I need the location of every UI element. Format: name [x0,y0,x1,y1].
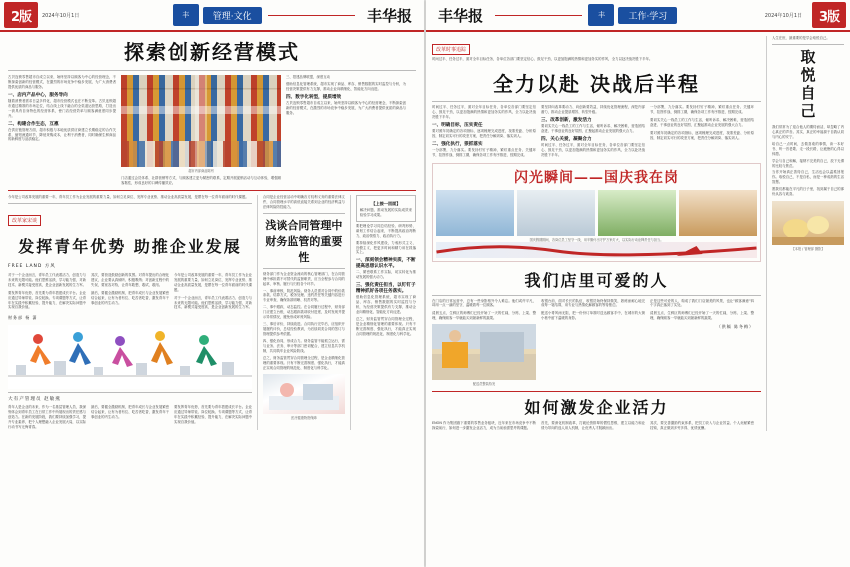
rl-h1: 一、明确目标，压实责任 [432,122,483,128]
left-rail-h1: 一、深刻领会精神实质，不断提高思想认识水平。 [355,258,416,270]
rl-p8: 要对照年初确定的各项指标，逐项梳理完成进度，找准差距、分析原因，制定切实可行的攻坚方案，把责任分解到岗、落实到人。 [650,130,754,140]
left-rail-p3: 二、紧密联系工作实际，切实转化为推动发展的强大动力。 [355,270,416,280]
flash-photo-1 [436,190,514,236]
masthead-left [0,0,424,32]
rr-p2: 给自己一点时间，去做喜欢的事情，读一本好书、听一首老歌、走一段长路，让疲惫的心得以休憩。 [772,141,844,156]
mid-para-0: 合同是企业经营活动中明确各方权利义务的重要法律文件，合同管理水平的高低直接关系到企业的经济利益与法律风险防控能力。 [262,194,345,209]
newspaper-logo-left: 丰 [173,4,199,26]
right-lead-col-2 [541,105,645,158]
lead-section-body-1: 随着消费者需求日益多样化，超市经营模式也在不断变革。古贝连锁超市通过精准的市场定位，结合线上线下融合的全渠道运营思路，打造出一套具有自身特色的经营体系，使门店经营效率与顾客满意度同步提升。 [8,98,116,118]
rl-p1: 要对照年初确定的各项指标，逐项梳理完成进度，找准差距、分析原因，制定切实可行的攻坚方案，把责任分解到岗、落实到人。 [432,128,536,138]
sp-col-1 [432,299,536,387]
left-rail-title: 【上接一回面】 [371,200,401,206]
sp-signature: （供稿 陈冬梅） [716,324,754,330]
right-lead-col-1 [432,105,536,158]
rl-h2: 二、强化执行，狠抓落实 [432,141,483,147]
lead-headline-left: 探索创新经营模式 [124,40,300,64]
flash-caption: 国庆假期期间，各岗位员工坚守一线，用辛勤付出守护万家灯火，以实际行动诠释责任与担当。 [529,237,664,242]
rr-caption: 【本报 / 管理部 摄影】 [791,247,825,252]
right-upper-region [426,32,850,431]
lead-section-body-4: 借助信息化管理系统，超市实现了商品、库存、销售数据的实时监控与分析，为经营决策提供有力支撑，推动企业向精细化、智能化方向迈进。 [286,81,406,91]
left-rail-p2: 要持续深化作风建设，力戒形式主义、官僚主义，把更多时间和精力用在抓落实上。 [355,240,416,255]
sp-p3: 配送小哥风雨无阻，把一份份订单准时送达顾客手中，在城市的大街小巷中留下温暖的身影。 [541,311,645,321]
flash-headline: 闪光瞬间——国庆我在岗 [514,169,679,186]
flash-photo-3 [598,190,676,236]
lead-col-1 [8,75,116,186]
newspaper-name-right: 丰华报 [438,6,484,25]
feature-para-4: 最后，要健全激励机制，把青年成长与企业发展紧密结合起来，让有为者有位、吃苦者吃香，激发青年干事创业的内生动力。 [91,290,169,305]
mid-para-6: 总之，财务监管贯穿合同管理全过程，是企业精细化管理的重要体现。只有不断完善制度、强化执行，才能真正实现合同管理的规范化、制度化与科学化。 [262,355,345,370]
feature-col-1 [8,273,86,322]
masthead-date-right: 2024年10月1日 [764,12,803,19]
sp-p1: 清晨五点，生鲜区的师傅们已经开始了一天的忙碌，分拣、上架、整理，确保顾客一早就能买到最新鲜的蔬果。 [432,311,536,321]
rr-photo [772,201,844,245]
store-people-headline: 我们店里可爱的人 [524,270,669,290]
vt-p1: 首先，要深化机制改革，打破论资排辈的惯性思维，建立以能力和业绩为导向的选人用人机制，让优秀人才脱颖而出。 [541,421,645,431]
mid-column [263,195,345,430]
mid-para-3: 二、事中跟踪，动态监控。在合同履行过程中，财务部门应建立台账，动态跟踪款项收付进度，及时发现并提示异常情况，避免形成坏账风险。 [262,305,345,320]
feature-col-3 [174,273,252,322]
rl-p6: 一分部署，九分落实。要发扬钉钉子精神，紧盯重点任务、关键环节，挂图作战、倒排工期，确保各项工作有序推进、按期完成。 [650,104,754,114]
feature-kicker: 今年是公司改革发展的重要一年，青年员工作为企业发展的重要力量，如何立足岗位、发挥专业优势、推动企业高质量发展，是摆在每一位青年面前的时代课题。 [8,194,249,199]
left-rail [356,195,416,430]
lead-photo-caption: 超市内部商品陈列 [188,169,214,173]
mid-para-1: 财务部门作为企业资金流动的核心管理部门，在合同管理中承担着不可替代的监督职责，应当全程参与合同的起草、审核、履行与归档各个环节。 [262,271,345,286]
ribbon-svg [436,242,757,258]
right-lead-col-3 [650,105,754,158]
section-label-left: 管理·文化 [203,7,262,24]
flash-photo-strip [436,190,757,236]
lead-section-title-3: 三、搭建品牌联盟，深度互动 [286,75,331,79]
vt-p0: ENON 作为集团旗下重要的零售业务板块，近年来在市场竞争中不断探索前行，如何进一步激发企业活力，成为当前亟需思考的课题。 [432,421,536,431]
right-lead-headline: 全力以赴 决战后半程 [493,71,700,96]
feature-para-1: 对于一个企业而言，青年员工代表着活力、创造力与未来的无限可能。他们思维活跃、学习能力强，对新技术、新模式接受度高，是企业创新发展的生力军。 [8,272,86,287]
rr-p1: 我们常常为了迎合他人的期待而活，却忽略了内心真正的声音。其实，真正的幸福源于自我认同与内心的安宁。 [772,124,844,139]
runners-svg [8,325,252,389]
rl-p0: 时间过半、任务过半，面对全年目标任务，各单位各部门要坚定信心、鼓足干劲，以更加饱满的热情和更加务实的作风，全力以赴决战决胜下半年。 [432,104,536,119]
right-rail-headline: 取悦自己 [798,48,817,121]
masthead-date-left: 2024年10月1日 [42,12,80,19]
left-rail-p1: 要把理论学习同总结经验、研判形势、谋划工作结合起来，不断提高政治判断力、政治领悟力、政治执行力。 [355,223,416,238]
flash-feature [432,163,761,262]
feature-para-6: 对于一个企业而言，青年员工代表着活力、创造力与未来的无限可能。他们思维活跃、学习能力强，对新技术、新模式接受度高，是企业创新发展的生力军。 [174,295,252,310]
page-left [0,0,424,567]
feature-para-5: 今年是公司改革发展的重要一年，青年员工作为企业发展的重要力量，如何立足岗位、发挥专业优势、推动企业高质量发展，是摆在每一位青年面前的时代课题。 [174,272,252,292]
rl-h3: 三、改革创新，激发活力 [541,117,592,123]
sp-p4: 正是这些可爱的人，构成了我们门店最美的风景，也让"顾客满意"四个字真正落到了实处。 [650,298,754,308]
mid-para-2: 一、事前审核，防范风险。财务人员需对合同中的价款条款、结算方式、税务处理、违约责任等关键内容进行专业审查，确保条款明晰、权责对等。 [262,288,345,303]
lead-section-body-3: 门店通过会员体系、社群营销等方式，与顾客建立更为紧密的联系，定期开展促销活动与互动体验，增强顾客黏性，形成良好的口碑传播效应。 [121,176,281,185]
sp-photo-caption: 配送员整装待发 [472,382,496,387]
feature-sub-byline: 财务部 杨 潇 [8,315,38,321]
lead-article-left [0,32,424,186]
sp-p5: 清晨五点，生鲜区的师傅们已经开始了一天的忙碌，分拣、上架、整理，确保顾客一早就能买到最新鲜的蔬果。 [650,311,754,321]
lead-col-3 [286,75,406,186]
rl-p3: 要坚持向改革要动力、向创新要效益，持续优化管理流程，深挖内部潜力，推动企业提质增效、转型升级。 [541,104,645,114]
left-rail-p0: 解决问题、推动发展的实际成效来检验学习成果。 [359,207,412,217]
feature2-col-3: 要发挥青年优势，首先要为青年搭建成长平台。企业应通过导师带徒、岗位轮换、专项课题等方式，让青年在实践中积累经验、提升能力，在解决实际问题中实现自我价值。 [174,405,252,425]
sp-photo [432,324,536,380]
feature-sub-heading-2: 大有产管理员 赵敏燕 [8,397,61,403]
feature-para-3: 其次，要营造鼓励创新的氛围。对青年提出的合理化建议，企业要认真倾听、积极吸纳；对创新过程中的失误，要宽容对待，让青年敢想、敢试、敢闯。 [91,272,169,287]
lead-photo-wrap [121,75,281,186]
right-main [432,36,761,431]
lead-section-title-1: 一、店内产品中心，服务导向 [8,92,68,98]
feature-col-2 [91,273,169,322]
lead-photo [121,75,281,167]
feature-headline: 发挥青年优势 助推企业发展 [18,236,242,256]
feature-tag: 改革家宋谈 [8,215,41,226]
right-lead-tag: 改革时事追踪 [432,44,470,55]
lead-section-body-2: 在供应链管理方面，超市积极与本地优质供应商建立长期稳定的合作关系，缩短流通环节，降低采购成本，让利于消费者，同时确保生鲜商品的新鲜度与品质稳定。 [8,127,116,142]
rl-h4: 四、关心关爱，凝聚合力 [541,136,592,142]
flash-photo-2 [517,190,595,236]
sp-p2: 收银台前，面对长长的队伍，收银员始终保持微笑，熟练而耐心地完成每一笔结算，用专业与热情化解顾客的等待焦虑。 [541,298,645,308]
sp-col-2 [541,299,645,387]
rl-p2: 一分部署，九分落实。要发扬钉钉子精神，紧盯重点任务、关键环节，挂图作战、倒排工期，确保各项工作有序推进、按期完成。 [432,147,536,157]
lead-extra-body: 古贝连锁零售超市自成立以来，始终坚持以顾客为中心的经营理念，不断探索创新的经营模式，在激烈的市场竞争中稳步发展，为广大消费者提供优质的商品与服务。 [286,100,406,115]
sp-p0: 在门店的日常运营中，总有一些身影格外令人难忘。他们或许平凡，却用一点一滴的坚守，温暖着每一位顾客。 [432,298,536,308]
page-number-right: 3版 [812,2,846,28]
sp-col-3 [650,299,754,387]
mid-para-4: 三、事后评价，持续改进。合同执行完毕后，应组织开展履约评价，总结经验教训，为后续同类合同的签订与管理提供参考依据。 [262,322,345,336]
left-rail-p5: 总之，财务监管贯穿合同管理全过程，是企业精细化管理的重要体现。只有不断完善制度、强化执行，才能真正实现合同管理的规范化、制度化与科学化。 [355,317,416,336]
runners-illustration [8,325,252,389]
right-rail [772,36,844,431]
mid-photo-caption: 医疗健康物资保障 [291,415,317,420]
flash-ribbon [436,242,757,258]
feature2-col-2: 最后，要健全激励机制，把青年成长与企业发展紧密结合起来，让有为者有位、吃苦者吃香，激发青年干事创业的内生动力。 [91,405,169,420]
lead-intro: 古贝连锁零售超市自成立以来，始终坚持以顾客为中心的经营理念，不断探索创新的经营模式，在激烈的市场竞争中稳步发展，为广大消费者提供优质的商品与服务。 [8,75,116,89]
left-lower-region [0,195,424,430]
feature-para-2: 要发挥青年优势，首先要为青年搭建成长平台。企业应通过导师带徒、岗位轮换、专项课题等方式，让青年在实践中积累经验、提升能力，在解决实际问题中实现自我价值。 [8,290,86,310]
mid-photo [263,374,345,414]
rl-p4: 要切实关心一线员工的工作与生活，倾听诉求、解决困难，营造团结奋进、干事创业的良好氛围，汇聚起推动企业发展的强大合力。 [541,123,645,133]
vt-p2: 其次，要完善激励约束体系，把员工收入与企业效益、个人贡献紧密挂钩，真正做到多劳多得、优绩优酬。 [650,421,754,431]
left-rail-h2: 三、强化责任担当，以钉钉子精神抓好各项任务落实。 [355,283,416,295]
rl-p7: 要切实关心一线员工的工作与生活，倾听诉求、解决困难，营造团结奋进、干事创业的良好氛围，汇聚起推动企业发展的强大合力。 [650,117,754,127]
masthead-rule-right [495,15,582,16]
masthead-right [426,0,850,32]
rr-p3: 学会与自己和解，接纳不完美的自己，放下无谓的比较与焦虑。 [772,158,844,168]
mid-headline: 浅谈合同管理中财务监管的重要性 [265,218,343,264]
masthead-rule-left [268,15,355,16]
page-number-left: 2版 [4,2,38,28]
flash-photo-4 [679,190,757,236]
page-right [426,0,850,567]
lead-section-title-4: 四、数字化转型，提质增效 [286,94,342,100]
vitality-headline: 如何激发企业活力 [524,398,669,418]
feature-article [8,195,252,430]
section-label-right: 工作·学习 [618,7,677,24]
newspaper-name-left: 丰华报 [367,6,413,25]
feature2-col-1: 青年人是企业的未来，作为一名基层管理人员，我深刻体会到青年员工在日常工作中所展现出的责任感与创造力。在新的发展阶段，我们要持续加强学习，提升专业素养，把个人理想融入企业发展大局，以实际行动书写无悔青春。 [8,405,86,430]
right-lead-kicker: 时间过半、任务过半，面对全年目标任务，各单位各部门要坚定信心、鼓足干劲，以更加饱满的热情和更加务实的作风，全力以赴决战决胜下半年。 [432,57,653,61]
rr-p4: 当你开始真正善待自己，生活也会以温柔回报你。取悦自己，不是自私，而是一种成熟的生活智慧。 [772,170,844,185]
rr-p0: 人生在世，最重要的是学会取悦自己。 [772,36,830,40]
newspaper-logo-right: 丰 [588,4,614,26]
lead-section-title-2: 二、构建合作生态，互惠 [8,121,59,127]
feature-byline: FREE LAND 方风 [8,263,56,269]
rl-p5: 时间过半、任务过半，面对全年目标任务，各单位各部门要坚定信心、鼓足干劲，以更加饱满的热情和更加务实的作风，全力以赴决战决胜下半年。 [541,142,645,157]
left-rail-p4: 借助信息化管理系统，超市实现了商品、库存、销售数据的实时监控与分析，为经营决策提供有力支撑，推动企业向精细化、智能化方向迈进。 [355,295,416,315]
rr-p5: 愿我们都能在平凡的日子里，找到属于自己的那份从容与欢喜。 [772,187,844,197]
mid-para-5: 四、强化协同，形成合力。财务监管不能孤立运行，需与业务、法务、审计等部门密切配合，建立信息共享机制，共同筑牢企业风险防线。 [262,338,345,353]
